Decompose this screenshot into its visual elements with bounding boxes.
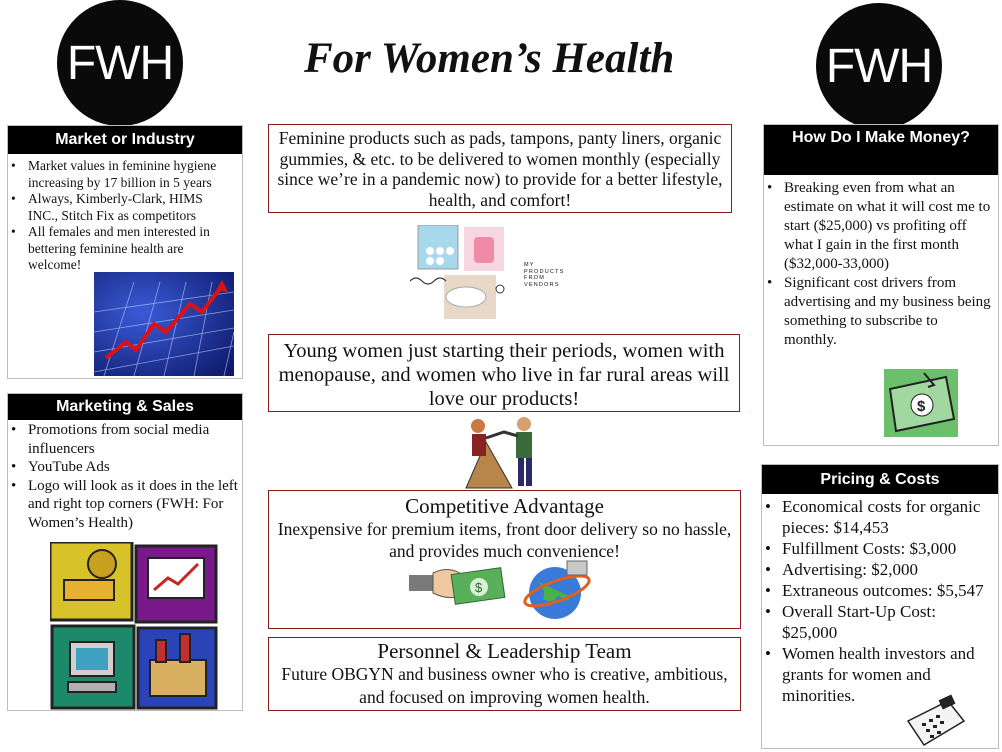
- list-item: • All females and men interested in bettering feminine health are welcome!: [28, 224, 236, 274]
- svg-text:$: $: [475, 580, 483, 595]
- vendor-logo-line: MY: [524, 262, 535, 268]
- page-title: For Women’s Health: [304, 35, 675, 82]
- money-panel: [763, 124, 999, 446]
- list-item: • Breaking even from what an estimate on what it will cost me to start ($25,000) vs profiting off what I gain in the first month ($32,000-33,000): [784, 179, 994, 274]
- list-item: • Overall Start-Up Cost: $25,000: [782, 601, 994, 643]
- logo-text: FWH: [825, 39, 933, 93]
- marketing-panel: [7, 393, 243, 711]
- globe-icon: [523, 557, 595, 621]
- advantage-heading: Competitive Advantage: [405, 494, 604, 518]
- personnel-text: Future OBGYN and business owner who is creative, ambitious, and focused on improving women health.: [281, 664, 728, 707]
- advantage-box: [268, 490, 741, 629]
- list-item: • Significant cost drivers from advertising and my business being something to subscribe to monthly.: [784, 274, 994, 350]
- audience-box: [268, 334, 740, 412]
- money-list: [764, 175, 998, 350]
- list-item: • Women health investors and grants for women and minorities.: [782, 643, 994, 706]
- market-list: [8, 154, 242, 274]
- fwh-logo-right: [816, 3, 942, 129]
- vendor-logo-line: VENDORS: [524, 281, 560, 288]
- pricing-panel: [761, 464, 999, 749]
- list-item: • Economical costs for organic pieces: $14,453: [782, 496, 994, 538]
- personnel-box: [268, 637, 741, 711]
- business-clipart: [50, 542, 218, 710]
- market-heading: Market or Industry: [8, 126, 242, 154]
- fwh-logo-left: [57, 0, 183, 126]
- money-heading: How Do I Make Money?: [764, 125, 998, 175]
- advantage-text: Inexpensive for premium items, front door delivery so no hassle, and provides much convenience!: [277, 519, 732, 561]
- list-item: • YouTube Ads: [28, 458, 238, 477]
- vendor-logo-line: PRODUCTS: [524, 268, 565, 275]
- products-box: [268, 124, 732, 213]
- market-panel: [7, 125, 243, 379]
- list-item: • Extraneous outcomes: $5,547: [782, 580, 994, 601]
- logo-text: FWH: [66, 36, 174, 90]
- vendor-logo-line: FROM: [524, 275, 545, 281]
- dollar-bill-icon: [884, 369, 958, 437]
- calculator-icon: [904, 691, 966, 747]
- personnel-heading: Personnel & Leadership Team: [377, 639, 632, 663]
- audience-text: Young women just starting their periods, women with menopause, and women who live in far rural areas will love our products!: [278, 340, 730, 410]
- pricing-list: [762, 494, 998, 706]
- growth-chart-image: [94, 272, 234, 376]
- money-hand-icon: [409, 561, 509, 617]
- list-item: • Promotions from social media influencers: [28, 421, 238, 458]
- product-images: [410, 225, 510, 321]
- people-clipart: [460, 414, 548, 490]
- list-item: • Always, Kimberly-Clark, HIMS INC., Stitch Fix as competitors: [28, 191, 236, 224]
- products-text: Feminine products such as pads, tampons, panty liners, organic gummies, & etc. to be delivered to women monthly (especially since we’re in a pandemic now) to provide for a better lifestyle, health, and comfort!: [277, 128, 723, 210]
- svg-text:$: $: [917, 398, 926, 415]
- list-item: • Fulfillment Costs: $3,000: [782, 538, 994, 559]
- pricing-heading: Pricing & Costs: [762, 465, 998, 494]
- marketing-list: [8, 420, 242, 532]
- list-item: • Advertising: $2,000: [782, 559, 994, 580]
- list-item: • Market values in feminine hygiene increasing by 17 billion in 5 years: [28, 158, 236, 191]
- vendor-logo: [524, 262, 564, 288]
- marketing-heading: Marketing & Sales: [8, 394, 242, 420]
- list-item: • Logo will look as it does in the left and right top corners (FWH: For Women’s Health): [28, 477, 238, 533]
